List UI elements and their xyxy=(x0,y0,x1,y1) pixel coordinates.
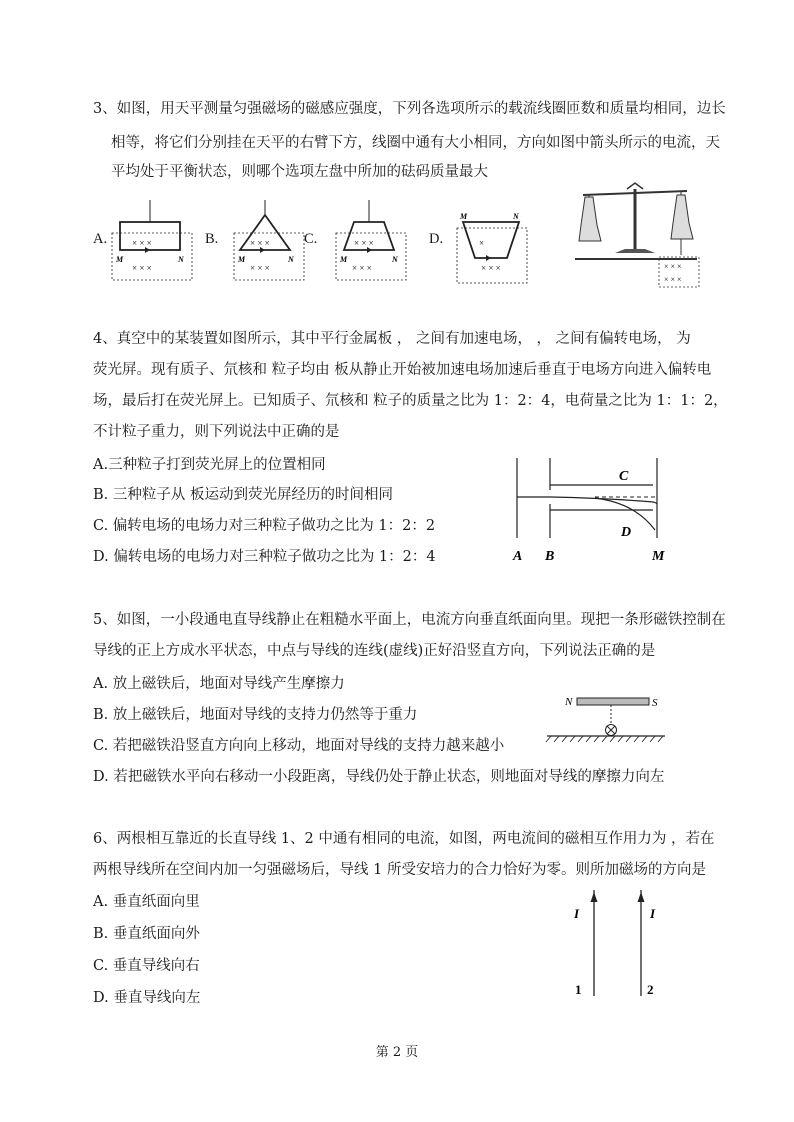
svg-text:I: I xyxy=(650,906,656,921)
q3-option-c: C. xyxy=(304,231,318,247)
q4-line-2: 荧光屏。现有质子、氘核和 粒子均由 板从静止开始被加速电场加速后垂直于电场方向进入偏转电 xyxy=(93,362,712,378)
q6-option-b: B. 垂直纸面向外 xyxy=(93,926,200,942)
q3-figure-c xyxy=(334,200,424,285)
svg-text:I: I xyxy=(574,906,580,921)
svg-text:M: M xyxy=(460,212,468,221)
q3-figure-a xyxy=(110,200,200,285)
q3-option-d: D. xyxy=(429,231,444,247)
q4-line-4: 不计粒子重力，则下列说法中正确的是 xyxy=(93,424,340,440)
q3-line-1: 3、如图，用天平测量匀强磁场的磁感应强度，下列各选项所示的载流线圈匝数和质量均相同，边长 xyxy=(93,101,726,117)
q3-line-2: 相等，将它们分别挂在天平的右臂下方，线圈中通有大小相同，方向如图中箭头所示的电流，天 xyxy=(111,135,720,151)
q3-option-b: B. xyxy=(205,231,219,247)
svg-text:D: D xyxy=(621,525,632,540)
svg-text:N: N xyxy=(565,696,573,708)
svg-text:×: × xyxy=(479,238,485,248)
q6-line-2: 两根导线所在空间内加一匀强磁场后，导线 1 所受安培力的合力恰好为零。则所加磁场的方向是 xyxy=(93,862,706,878)
q6-line-1: 6、两根相互靠近的长直导线 1、2 中通有相同的电流，如图，两电流间的磁相互作用力为 ，若在 xyxy=(93,831,715,847)
svg-text:× × ×: × × × xyxy=(354,238,374,248)
svg-text:M: M xyxy=(116,255,124,264)
q5-line-1: 5、如图，一小段通电直导线静止在粗糙水平面上，电流方向垂直纸面向里。现把一条形磁铁控制在 xyxy=(93,612,726,628)
svg-text:× × ×: × × × xyxy=(352,263,372,273)
svg-text:× × ×: × × × xyxy=(481,263,501,273)
q5-line-2: 导线的正上方成水平状态，中点与导线的连线(虚线)正好沿竖直方向，下列说法正确的是 xyxy=(93,643,656,659)
svg-text:× × ×: × × × xyxy=(132,238,152,248)
svg-text:N: N xyxy=(288,255,294,264)
q4-line-3: 场，最后打在荧光屏上。已知质子、氘核和 粒子的质量之比为 1：2：4，电荷量之比为 1：1：2， xyxy=(93,393,728,409)
q5-option-b: B. 放上磁铁后，地面对导线的支持力仍然等于重力 xyxy=(93,707,418,723)
q3-figure-b xyxy=(230,200,320,285)
q5-option-d: D. 若把磁铁水平向右移动一小段距离，导线仍处于静止状态，则地面对导线的摩擦力向左 xyxy=(93,769,665,785)
svg-text:S: S xyxy=(652,697,658,709)
deflection-figure xyxy=(505,458,680,568)
magnet-figure xyxy=(545,692,675,747)
q6-option-a: A. 垂直纸面向里 xyxy=(93,894,200,910)
svg-text:× × ×: × × × xyxy=(664,262,682,271)
page-footer: 第 2 页 xyxy=(375,1045,419,1060)
q3-figure-d xyxy=(455,208,545,288)
svg-text:1: 1 xyxy=(575,982,582,997)
q4-line-1: 4、真空中的某装置如图所示，其中平行金属板 ， 之间有加速电场， ， 之间有偏转电场， 为 xyxy=(93,331,691,347)
parallel-wires-figure xyxy=(565,890,665,1000)
svg-text:× × ×: × × × xyxy=(664,275,682,284)
svg-text:N: N xyxy=(513,212,519,221)
q4-option-c: C. 偏转电场的电场力对三种粒子做功之比为 1：2：2 xyxy=(93,518,436,534)
svg-text:N: N xyxy=(178,255,184,264)
svg-text:M: M xyxy=(340,255,348,264)
q4-option-a: A.三种粒子打到荧光屏上的位置相同 xyxy=(93,457,326,473)
svg-text:A: A xyxy=(513,549,523,564)
svg-text:× × ×: × × × xyxy=(250,263,270,273)
svg-text:× × ×: × × × xyxy=(132,263,152,273)
q5-option-a: A. 放上磁铁后，地面对导线产生摩擦力 xyxy=(93,676,345,692)
svg-text:2: 2 xyxy=(647,982,654,997)
svg-text:× × ×: × × × xyxy=(250,238,270,248)
balance-figure xyxy=(575,183,700,288)
svg-text:M: M xyxy=(652,549,665,564)
svg-text:N: N xyxy=(392,255,398,264)
svg-text:C: C xyxy=(619,469,629,484)
q5-option-c: C. 若把磁铁沿竖直方向向上移动，地面对导线的支持力越来越小 xyxy=(93,738,505,754)
q6-option-c: C. 垂直导线向右 xyxy=(93,958,200,974)
svg-text:B: B xyxy=(545,549,555,564)
q6-option-d: D. 垂直导线向左 xyxy=(93,990,201,1006)
q4-option-b: B. 三种粒子从 板运动到荧光屏经历的时间相同 xyxy=(93,487,393,503)
q3-option-a: A. xyxy=(93,231,108,247)
svg-text:M: M xyxy=(238,255,246,264)
q4-option-d: D. 偏转电场的电场力对三种粒子做功之比为 1：2：4 xyxy=(93,549,436,565)
q3-line-3: 平均处于平衡状态，则哪个选项左盘中所加的砝码质量最大 xyxy=(111,164,488,180)
